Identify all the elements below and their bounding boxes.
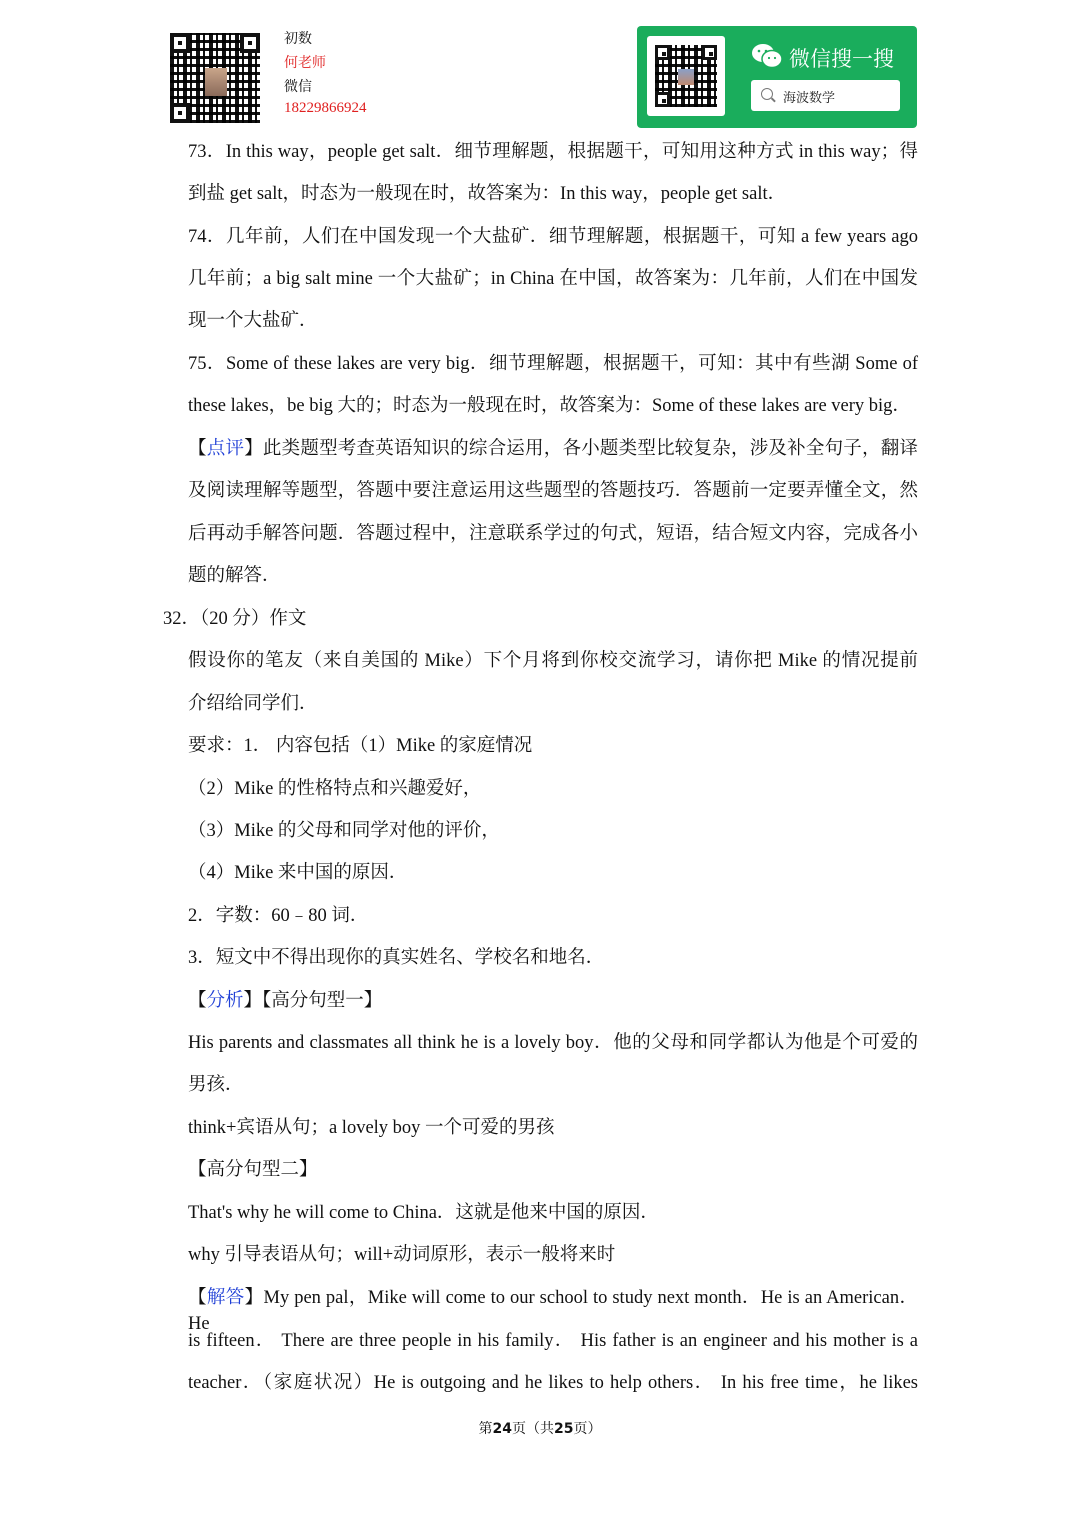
line-text: 题的解答． (188, 566, 281, 586)
line-text: teacher．（家庭状况）He is outgoing and he likes to help others． In his free time，he likes (188, 1373, 918, 1393)
line-text: 几年前；a big salt mine 一个大盐矿；in China 在中国，故答案为：几年前，人们在中国发 (188, 269, 918, 289)
line-text: 32．（20 分）作文 (163, 609, 307, 629)
footer-text: 第 (478, 1421, 493, 1437)
text-line (188, 776, 481, 802)
line-text: 后再动手解答问题．答题过程中，注意联系学过的句式，短语，结合短文内容，完成各小 (188, 524, 918, 544)
line-text: 到盐 get salt，时态为一般现在时，故答案为：In this way，people get salt． (188, 184, 787, 204)
text-line (188, 818, 500, 844)
header-teacher: 何老师 (284, 55, 326, 71)
line-text: 【 (188, 991, 207, 1011)
line-text: 】My pen pal，Mike will come to our school to study next month．He is an American．He (188, 1288, 918, 1334)
text-line (188, 860, 407, 886)
text-line (188, 563, 281, 589)
line-text: 【 (188, 439, 207, 459)
line-text: That's why he will come to China．这就是他来中国的原因． (188, 1203, 659, 1223)
wechat-search-text: 海波数学 (783, 91, 836, 106)
line-text: 要求：1． 内容包括（1）Mike 的家庭情况 (188, 736, 533, 756)
line-text: 及阅读理解等题型，答题中要注意运用这些题型的答题技巧．答题前一定要弄懂全文，然 (188, 481, 918, 501)
section-label: 点评 (206, 439, 245, 459)
text-line (188, 521, 918, 547)
text-line (188, 1370, 918, 1396)
line-text: 男孩． (188, 1075, 244, 1095)
text-line (188, 903, 368, 929)
text-line (188, 308, 318, 334)
line-text: 介绍给同学们． (188, 694, 318, 714)
text-line (188, 266, 918, 292)
footer-text: 页（共 (512, 1421, 554, 1437)
page-footer (0, 1418, 1080, 1438)
wechat-search-box (751, 80, 900, 111)
wechat-search-banner (637, 26, 917, 128)
text-line (188, 478, 918, 504)
line-text: 73．In this way，people get salt．细节理解题，根据题干，可知用这种方式 in this way；得 (188, 142, 918, 162)
total-pages: 25 (554, 1421, 574, 1437)
line-text: these lakes，be big 大的；时态为一般现在时，故答案为：Some of these lakes are very big． (188, 396, 911, 416)
line-text: 2．字数：60﹣80 词． (188, 906, 369, 926)
text-line (188, 1030, 918, 1056)
text-line (188, 691, 318, 717)
text-line (188, 1157, 318, 1183)
line-text: 75．Some of these lakes are very big．细节理解题，根据题干，可知：其中有些湖 Some of (188, 354, 918, 374)
wechat-logo-icon (751, 43, 783, 69)
section-label: 分析 (206, 991, 244, 1011)
text-line (188, 224, 918, 250)
text-line (188, 945, 604, 971)
wechat-search-title: 微信搜一搜 (789, 47, 894, 71)
line-text: 3．短文中不得出现你的真实姓名、学校名和地名． (188, 948, 605, 968)
text-line (188, 436, 918, 462)
line-text: His parents and classmates all think he is a lovely boy．他的父母和同学都认为他是个可爱的 (188, 1033, 918, 1053)
text-line (188, 1328, 918, 1354)
line-text: 假设你的笔友（来自美国的 Mike）下个月将到你校交流学习，请你把 Mike 的情况提前 (188, 651, 918, 671)
qr-code (170, 33, 260, 123)
line-text: 【高分句型二】 (188, 1160, 318, 1180)
line-text: （4）Mike 来中国的原因． (188, 863, 408, 883)
text-line (188, 181, 786, 207)
line-text: is fifteen． There are three people in his family． His father is an engineer and his mother is a (188, 1331, 918, 1351)
text-line (188, 351, 918, 377)
text-line (188, 1200, 659, 1226)
text-line (188, 988, 382, 1014)
text-line (188, 1285, 918, 1334)
text-line (188, 139, 918, 165)
section-label: 解答 (206, 1288, 245, 1308)
current-page-number: 24 (492, 1421, 512, 1437)
line-text: 】此类题型考查英语知识的综合运用，各小题类型比较复杂，涉及补全句子，翻译 (244, 439, 918, 459)
line-text: think+宾语从句；a lovely boy 一个可爱的男孩 (188, 1118, 555, 1138)
text-line (188, 1242, 615, 1268)
search-icon (761, 88, 773, 100)
wechat-qr-code (655, 45, 717, 107)
line-text: 现一个大盐矿． (188, 311, 318, 331)
text-line (188, 648, 918, 674)
line-text: （2）Mike 的性格特点和兴趣爱好， (188, 779, 482, 799)
line-text: 74．几年前，人们在中国发现一个大盐矿．细节理解题，根据题干，可知 a few years ago (188, 227, 918, 247)
text-line (188, 733, 532, 759)
text-line (188, 1072, 244, 1098)
header-subject: 初数 (284, 31, 312, 47)
header-phone: 18229866924 (284, 100, 367, 116)
line-text: （3）Mike 的父母和同学对他的评价， (188, 821, 500, 841)
text-line (163, 606, 306, 632)
line-text: why 引导表语从句；will+动词原形，表示一般将来时 (188, 1245, 616, 1265)
line-text: 】【高分句型一】 (243, 991, 383, 1011)
line-text: 【 (188, 1288, 207, 1308)
header-wechat-label: 微信 (284, 79, 312, 95)
footer-text: 页） (573, 1421, 602, 1437)
text-line (188, 393, 911, 419)
text-line (188, 1115, 555, 1141)
